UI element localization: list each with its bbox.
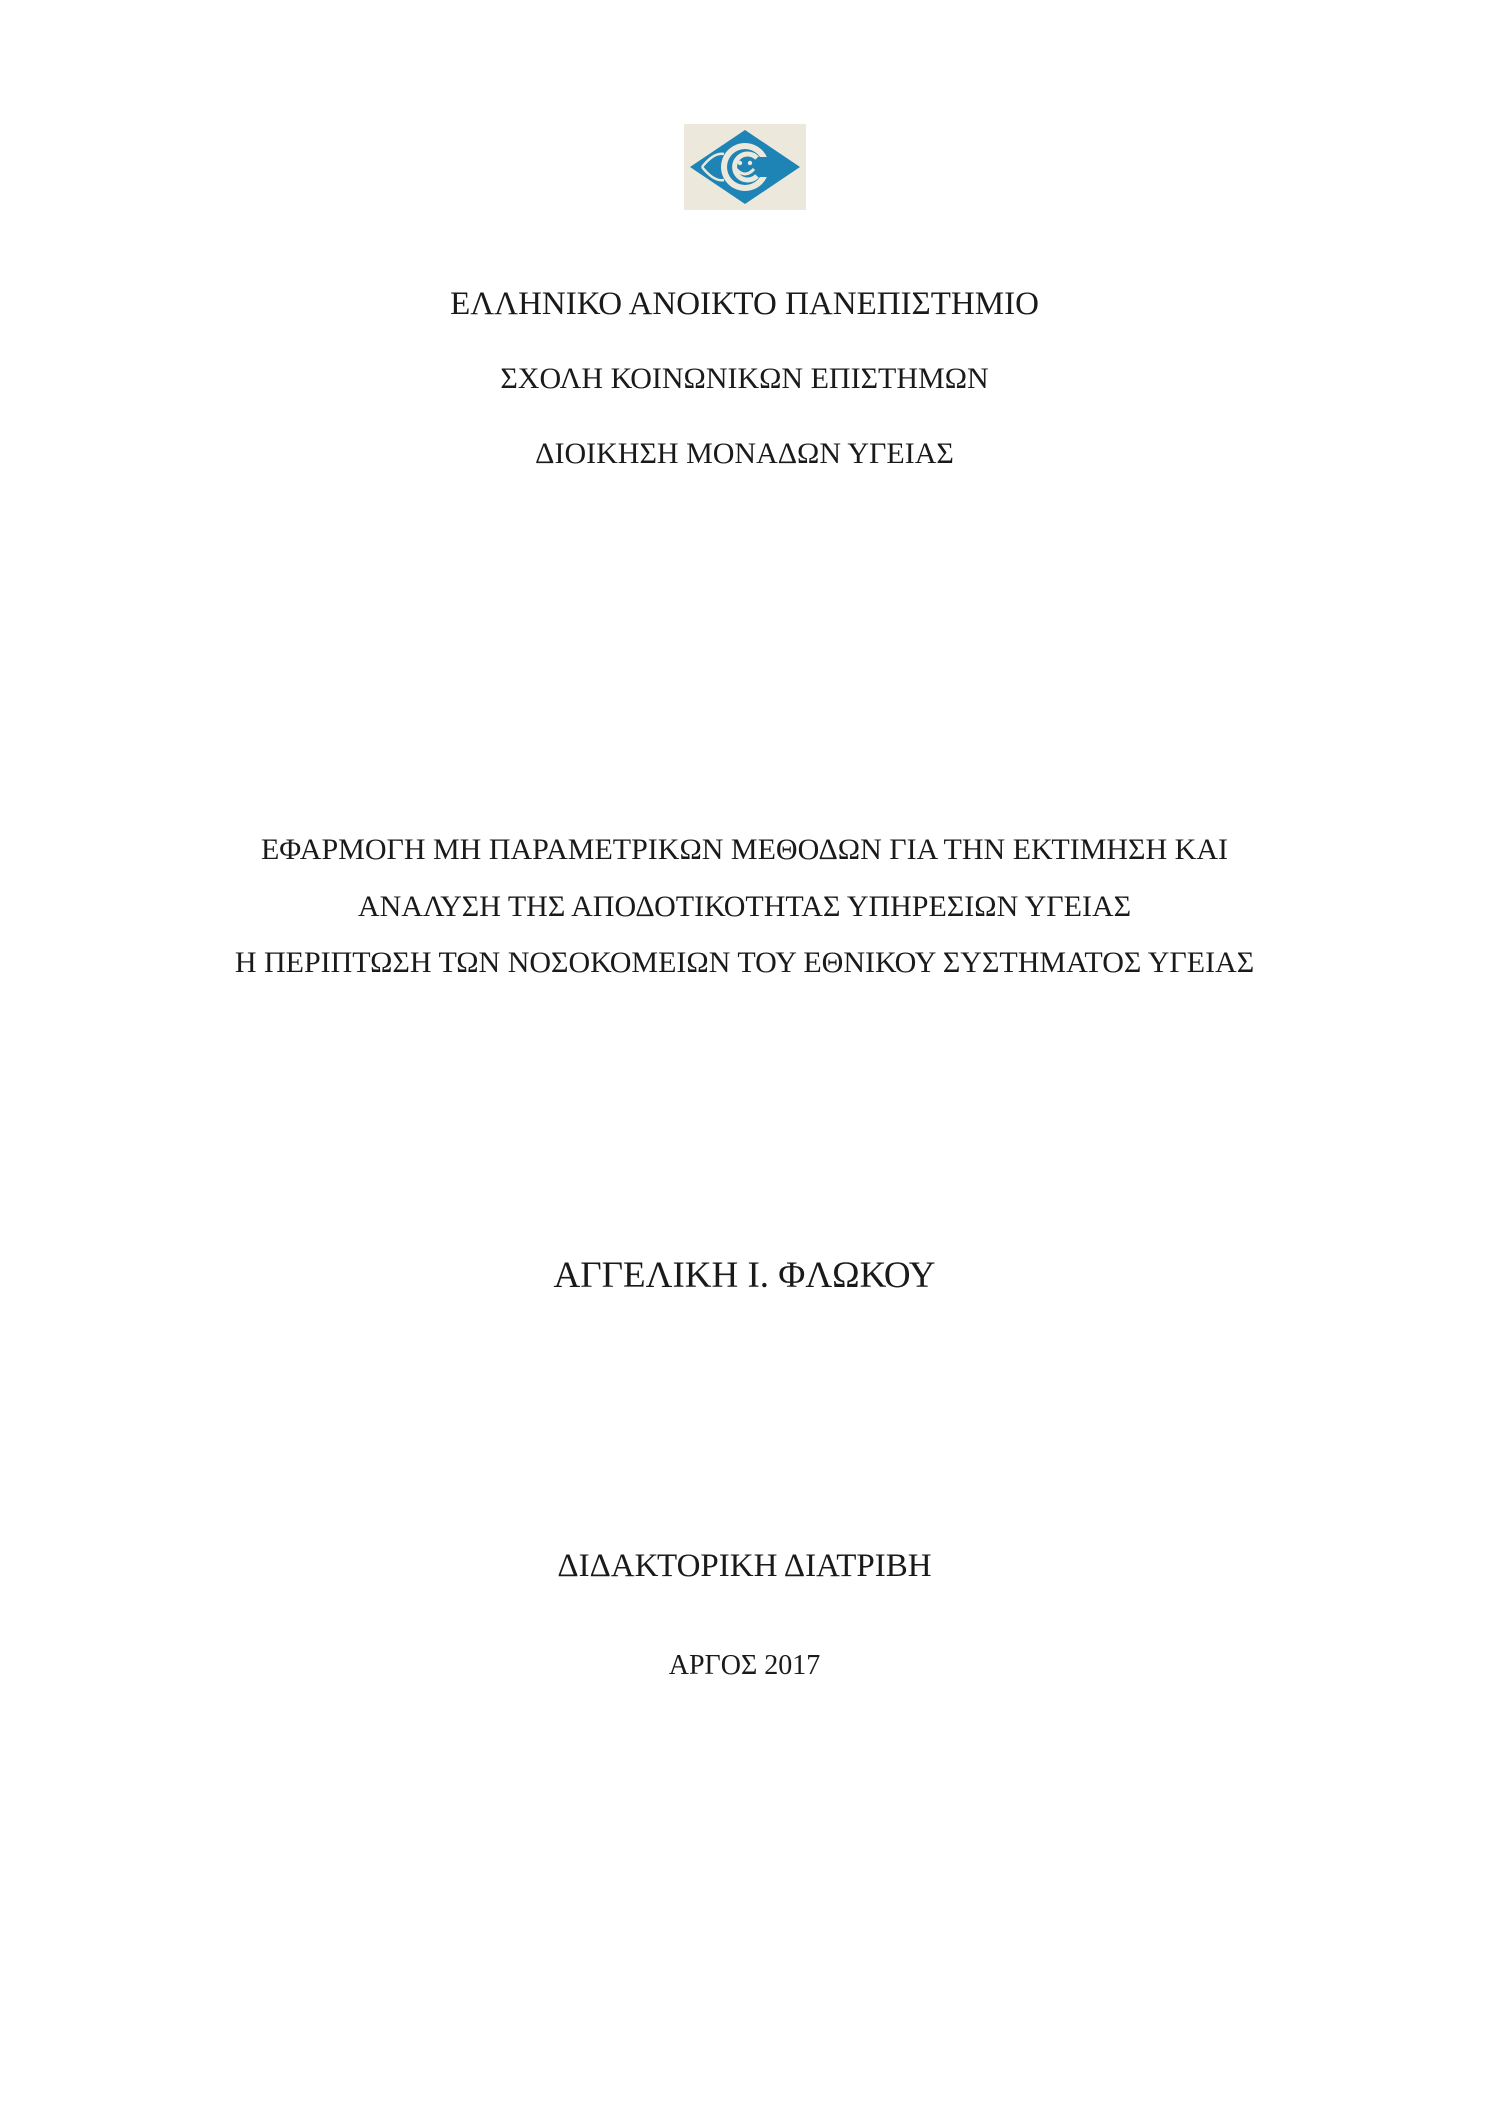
school-name: ΣΧΟΛΗ ΚΟΙΝΩΝΙΚΩΝ ΕΠΙΣΤΗΜΩΝ xyxy=(500,362,989,395)
thesis-title-line-2: ΑΝΑΛΥΣΗ ΤΗΣ ΑΠΟΔΟΤΙΚΟΤΗΤΑΣ ΥΠΗΡΕΣΙΩΝ ΥΓΕΙΑΣ xyxy=(357,890,1132,923)
university-name: ΕΛΛΗΝΙΚΟ ΑΝΟΙΚΤΟ ΠΑΝΕΠΙΣΤΗΜΙΟ xyxy=(450,286,1039,322)
document-type: ΔΙΔΑΚΤΟΡΙΚΗ ΔΙΑΤΡΙΒΗ xyxy=(557,1548,932,1584)
program-name: ΔΙΟΙΚΗΣΗ ΜΟΝΑΔΩΝ ΥΓΕΙΑΣ xyxy=(535,437,954,470)
author-name: ΑΓΓΕΛΙΚΗ Ι. ΦΛΩΚΟΥ xyxy=(553,1255,936,1296)
thesis-title-line-1: ΕΦΑΡΜΟΓΗ ΜΗ ΠΑΡΑΜΕΤΡΙΚΩΝ ΜΕΘΟΔΩΝ ΓΙΑ ΤΗΝ ΕΚΤΙΜΗΣΗ ΚΑΙ xyxy=(260,833,1228,866)
thesis-title-line-3: Η ΠΕΡΙΠΤΩΣΗ ΤΩΝ ΝΟΣΟΚΟΜΕΙΩΝ ΤΟΥ ΕΘΝΙΚΟΥ ΣΥΣΤΗΜΑΤΟΣ ΥΓΕΙΑΣ xyxy=(234,946,1255,979)
university-logo-icon xyxy=(684,124,806,210)
place-and-year: ΑΡΓΟΣ 2017 xyxy=(668,1650,821,1681)
